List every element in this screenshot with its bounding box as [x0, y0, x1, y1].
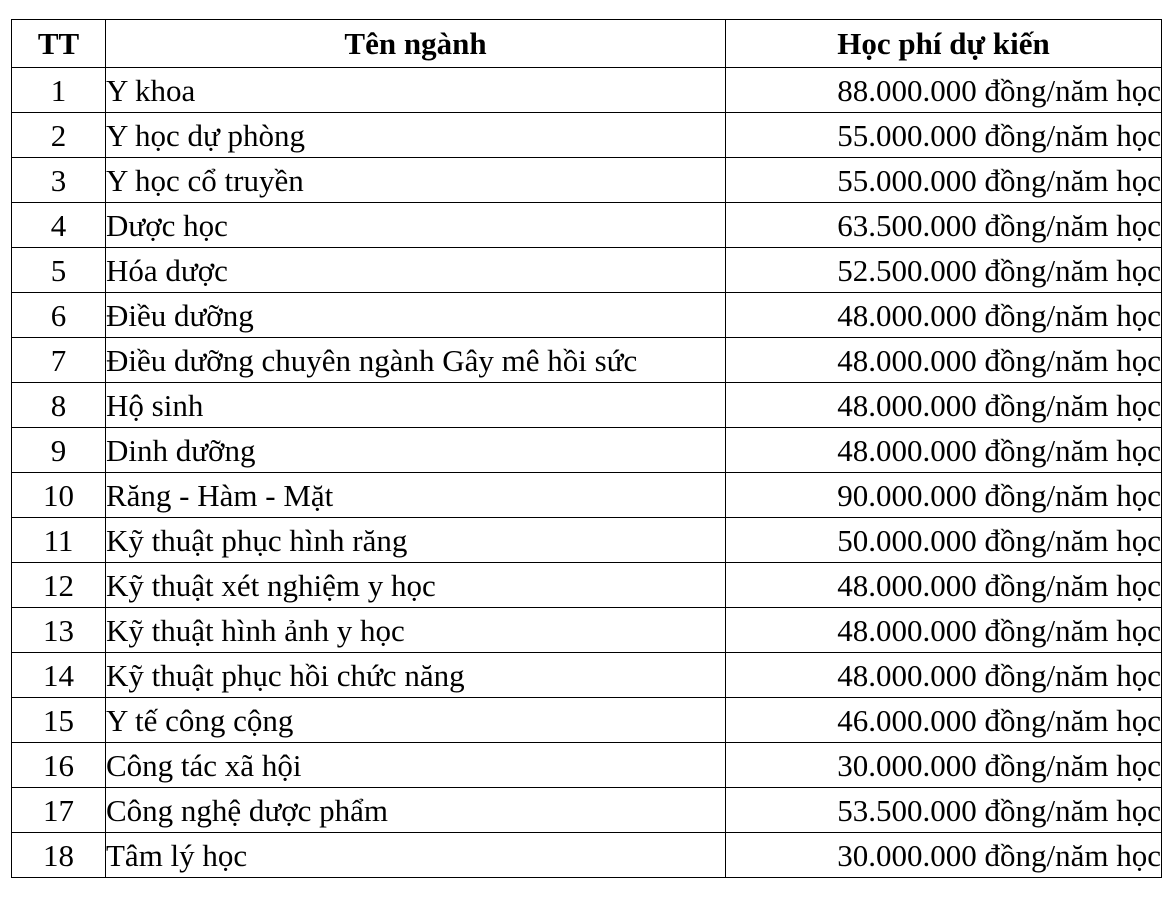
tuition-fee-table [11, 19, 1162, 878]
row-number: 9 [12, 428, 106, 473]
program-name: Y khoa [106, 68, 726, 113]
program-name: Dinh dưỡng [106, 428, 726, 473]
tuition-fee: 63.500.000 đồng/năm học [726, 203, 1162, 248]
tuition-fee: 30.000.000 đồng/năm học [726, 833, 1162, 878]
table-row [12, 653, 1162, 698]
header-row [12, 20, 1162, 68]
header-tt: TT [12, 20, 106, 68]
program-name: Y tế công cộng [106, 698, 726, 743]
row-number: 4 [12, 203, 106, 248]
row-number: 16 [12, 743, 106, 788]
row-number: 13 [12, 608, 106, 653]
row-number: 17 [12, 788, 106, 833]
table-row [12, 788, 1162, 833]
program-name: Y học cổ truyền [106, 158, 726, 203]
row-number: 11 [12, 518, 106, 563]
tuition-fee: 48.000.000 đồng/năm học [726, 338, 1162, 383]
tuition-fee: 30.000.000 đồng/năm học [726, 743, 1162, 788]
row-number: 10 [12, 473, 106, 518]
header-expected-fee: Học phí dự kiến [726, 20, 1162, 68]
tuition-fee: 48.000.000 đồng/năm học [726, 653, 1162, 698]
program-name: Kỹ thuật hình ảnh y học [106, 608, 726, 653]
row-number: 3 [12, 158, 106, 203]
program-name: Kỹ thuật phục hình răng [106, 518, 726, 563]
table-row [12, 473, 1162, 518]
header-program-name: Tên ngành [106, 20, 726, 68]
table-row [12, 608, 1162, 653]
row-number: 18 [12, 833, 106, 878]
row-number: 6 [12, 293, 106, 338]
tuition-fee: 50.000.000 đồng/năm học [726, 518, 1162, 563]
table-row [12, 518, 1162, 563]
row-number: 2 [12, 113, 106, 158]
table-row [12, 248, 1162, 293]
tuition-fee: 55.000.000 đồng/năm học [726, 113, 1162, 158]
table-row [12, 698, 1162, 743]
program-name: Dược học [106, 203, 726, 248]
tuition-fee: 48.000.000 đồng/năm học [726, 293, 1162, 338]
program-name: Công tác xã hội [106, 743, 726, 788]
program-name: Tâm lý học [106, 833, 726, 878]
table-row [12, 338, 1162, 383]
program-name: Điều dưỡng [106, 293, 726, 338]
tuition-fee: 48.000.000 đồng/năm học [726, 563, 1162, 608]
row-number: 15 [12, 698, 106, 743]
table-row [12, 383, 1162, 428]
row-number: 1 [12, 68, 106, 113]
program-name: Kỹ thuật xét nghiệm y học [106, 563, 726, 608]
table-row [12, 203, 1162, 248]
table-body [12, 68, 1162, 878]
tuition-fee: 53.500.000 đồng/năm học [726, 788, 1162, 833]
row-number: 7 [12, 338, 106, 383]
table-row [12, 68, 1162, 113]
tuition-fee: 46.000.000 đồng/năm học [726, 698, 1162, 743]
program-name: Y học dự phòng [106, 113, 726, 158]
tuition-fee: 52.500.000 đồng/năm học [726, 248, 1162, 293]
tuition-fee: 90.000.000 đồng/năm học [726, 473, 1162, 518]
row-number: 14 [12, 653, 106, 698]
program-name: Hộ sinh [106, 383, 726, 428]
program-name: Răng - Hàm - Mặt [106, 473, 726, 518]
table-row [12, 293, 1162, 338]
tuition-fee: 48.000.000 đồng/năm học [726, 383, 1162, 428]
tuition-fee: 48.000.000 đồng/năm học [726, 428, 1162, 473]
program-name: Hóa dược [106, 248, 726, 293]
row-number: 12 [12, 563, 106, 608]
tuition-fee: 88.000.000 đồng/năm học [726, 68, 1162, 113]
table-row [12, 833, 1162, 878]
table-row [12, 743, 1162, 788]
tuition-fee: 48.000.000 đồng/năm học [726, 608, 1162, 653]
table-row [12, 113, 1162, 158]
table-row [12, 158, 1162, 203]
row-number: 5 [12, 248, 106, 293]
program-name: Kỹ thuật phục hồi chức năng [106, 653, 726, 698]
table-row [12, 428, 1162, 473]
program-name: Điều dưỡng chuyên ngành Gây mê hồi sức [106, 338, 726, 383]
program-name: Công nghệ dược phẩm [106, 788, 726, 833]
row-number: 8 [12, 383, 106, 428]
tuition-fee: 55.000.000 đồng/năm học [726, 158, 1162, 203]
table-header [12, 20, 1162, 68]
table-row [12, 563, 1162, 608]
